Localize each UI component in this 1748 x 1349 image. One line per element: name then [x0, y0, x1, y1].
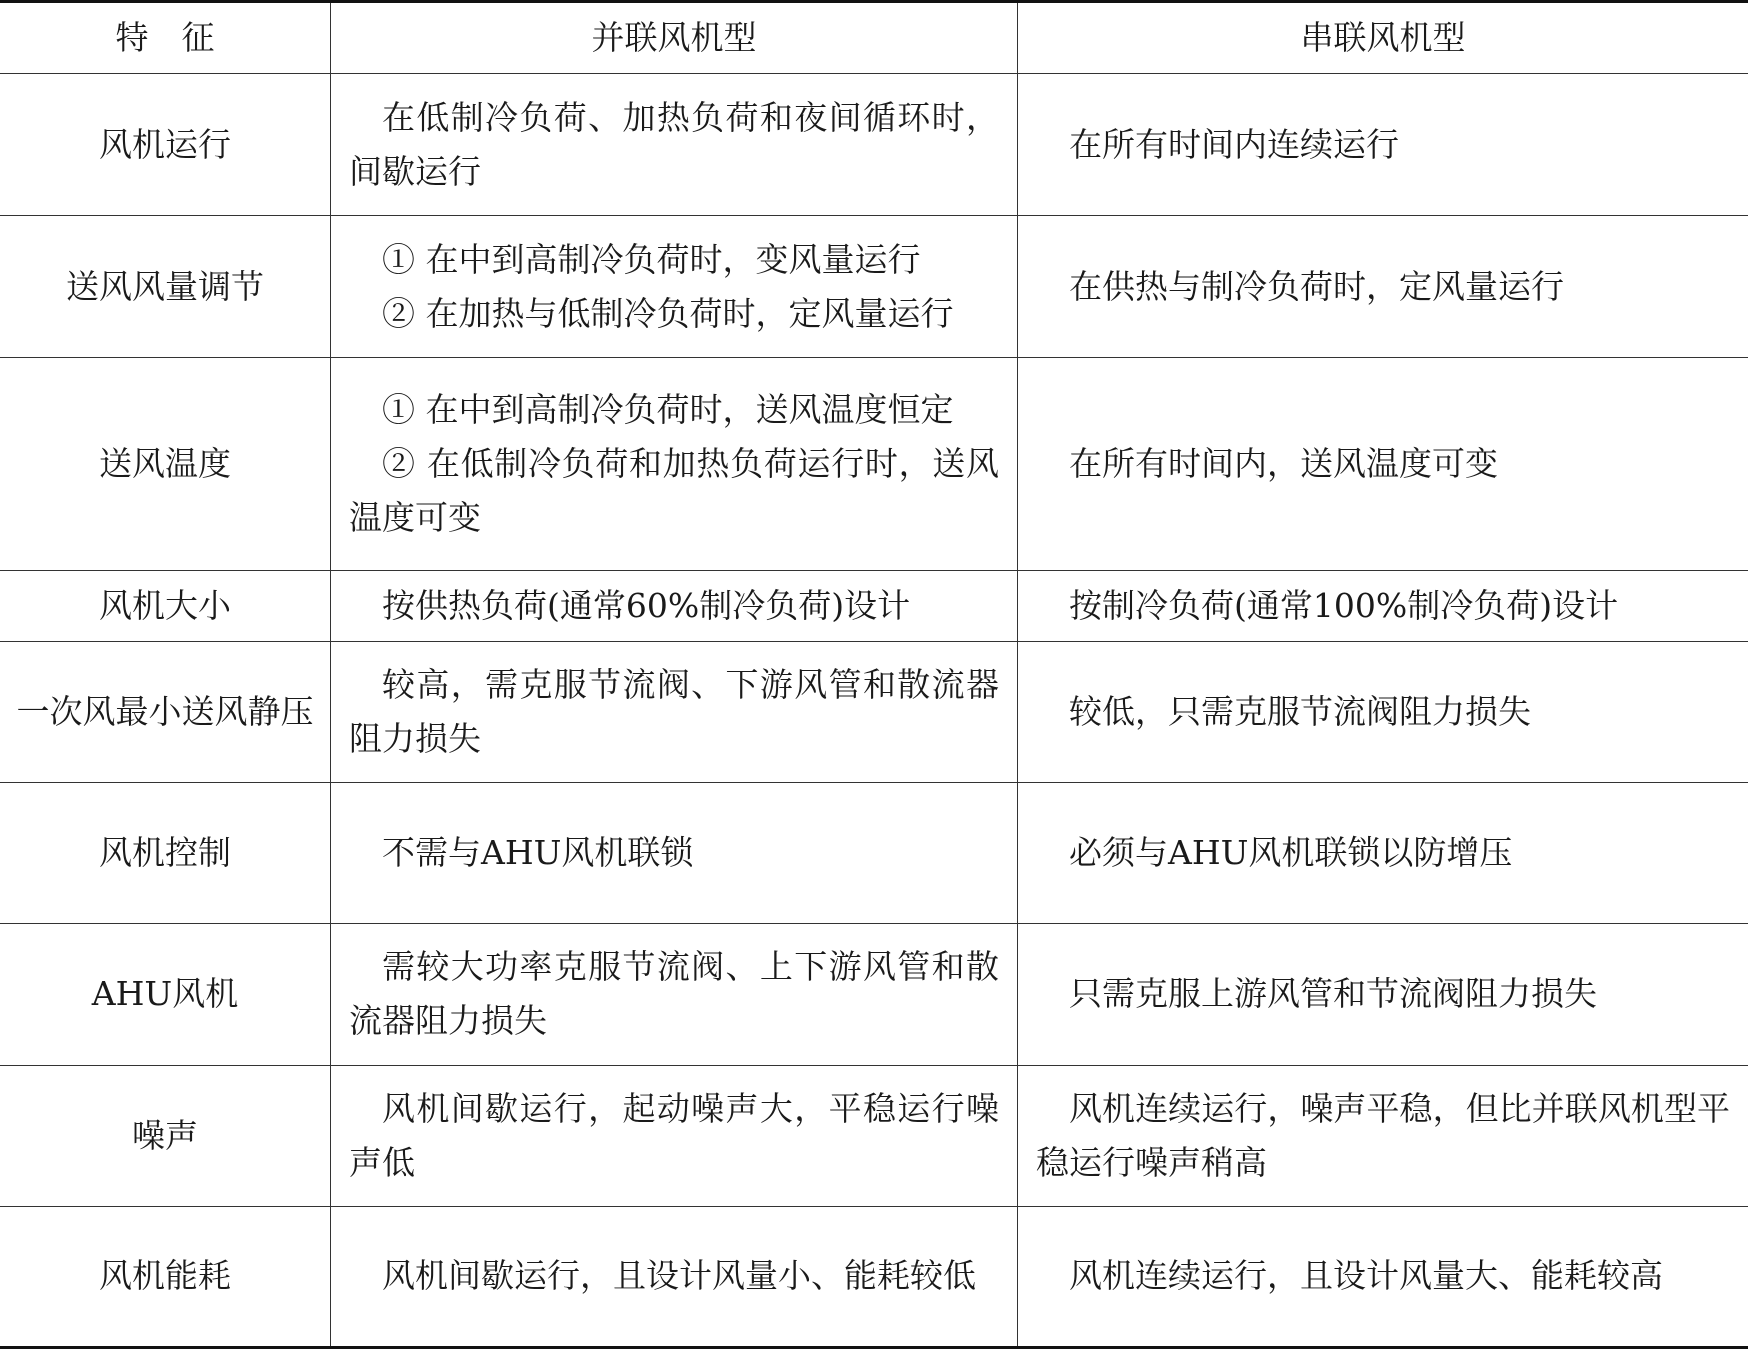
parallel-item: ① 在中到高制冷负荷时，变风量运行 — [382, 239, 921, 279]
feature-cell: 风机大小 — [0, 570, 331, 641]
parallel-text: 按供热负荷(通常60%制冷负荷)设计 — [382, 585, 911, 625]
parallel-text: 较高，需克服节流阀、下游风管和散流器阻力损失 — [349, 664, 999, 758]
parallel-text: 不需与AHU风机联锁 — [382, 833, 694, 873]
series-cell — [1018, 74, 1748, 216]
table-row — [0, 358, 1748, 570]
feature-cell: 送风风量调节 — [0, 216, 331, 358]
series-text: 在供热与制冷负荷时，定风量运行 — [1069, 266, 1564, 306]
feature-cell: 风机控制 — [0, 783, 331, 924]
parallel-cell — [331, 641, 1018, 782]
header-feature: 特 征 — [0, 2, 331, 74]
feature-cell: 风机运行 — [0, 74, 331, 216]
parallel-text: 在低制冷负荷、加热负荷和夜间循环时，间歇运行 — [349, 97, 999, 191]
table-row — [0, 74, 1748, 216]
series-cell — [1018, 783, 1748, 924]
series-text: 按制冷负荷(通常100%制冷负荷)设计 — [1069, 585, 1619, 625]
parallel-cell — [331, 924, 1018, 1065]
parallel-cell — [331, 1206, 1018, 1347]
parallel-item: ② 在低制冷负荷和加热负荷运行时，送风温度可变 — [349, 444, 999, 538]
feature-cell: 送风温度 — [0, 358, 331, 570]
parallel-cell — [331, 216, 1018, 358]
parallel-text: 风机间歇运行，起动噪声大，平稳运行噪声低 — [349, 1088, 999, 1182]
feature-cell: AHU风机 — [0, 924, 331, 1065]
feature-cell: 风机能耗 — [0, 1206, 331, 1347]
parallel-item: ② 在加热与低制冷负荷时，定风量运行 — [382, 293, 954, 333]
series-cell — [1018, 358, 1748, 570]
table-row — [0, 783, 1748, 924]
feature-cell: 噪声 — [0, 1065, 331, 1206]
series-cell — [1018, 1206, 1748, 1347]
feature-cell: 一次风最小送风静压 — [0, 641, 331, 782]
series-text: 在所有时间内，送风温度可变 — [1069, 444, 1498, 484]
series-text: 风机连续运行，且设计风量大、能耗较高 — [1069, 1256, 1663, 1296]
table-row — [0, 1065, 1748, 1206]
series-text: 只需克服上游风管和节流阀阻力损失 — [1069, 974, 1597, 1014]
series-cell — [1018, 216, 1748, 358]
parallel-item: ① 在中到高制冷负荷时，送风温度恒定 — [382, 390, 954, 430]
header-parallel: 并联风机型 — [331, 2, 1018, 74]
table-row — [0, 641, 1748, 782]
series-cell — [1018, 641, 1748, 782]
table-row — [0, 1206, 1748, 1347]
table-row — [0, 216, 1748, 358]
header-row — [0, 2, 1748, 74]
series-cell — [1018, 924, 1748, 1065]
parallel-text: 风机间歇运行，且设计风量小、能耗较低 — [382, 1256, 976, 1296]
series-cell — [1018, 570, 1748, 641]
series-text: 较低，只需克服节流阀阻力损失 — [1069, 691, 1531, 731]
parallel-cell — [331, 783, 1018, 924]
series-text: 在所有时间内连续运行 — [1069, 124, 1399, 164]
header-series: 串联风机型 — [1018, 2, 1748, 74]
series-text: 必须与AHU风机联锁以防增压 — [1069, 833, 1513, 873]
table-row — [0, 924, 1748, 1065]
parallel-cell — [331, 74, 1018, 216]
series-text: 风机连续运行，噪声平稳，但比并联风机型平稳运行噪声稍高 — [1036, 1088, 1730, 1182]
series-cell — [1018, 1065, 1748, 1206]
parallel-text: 需较大功率克服节流阀、上下游风管和散流器阻力损失 — [349, 947, 999, 1041]
parallel-cell — [331, 358, 1018, 570]
parallel-cell — [331, 570, 1018, 641]
table-row — [0, 570, 1748, 641]
parallel-cell — [331, 1065, 1018, 1206]
